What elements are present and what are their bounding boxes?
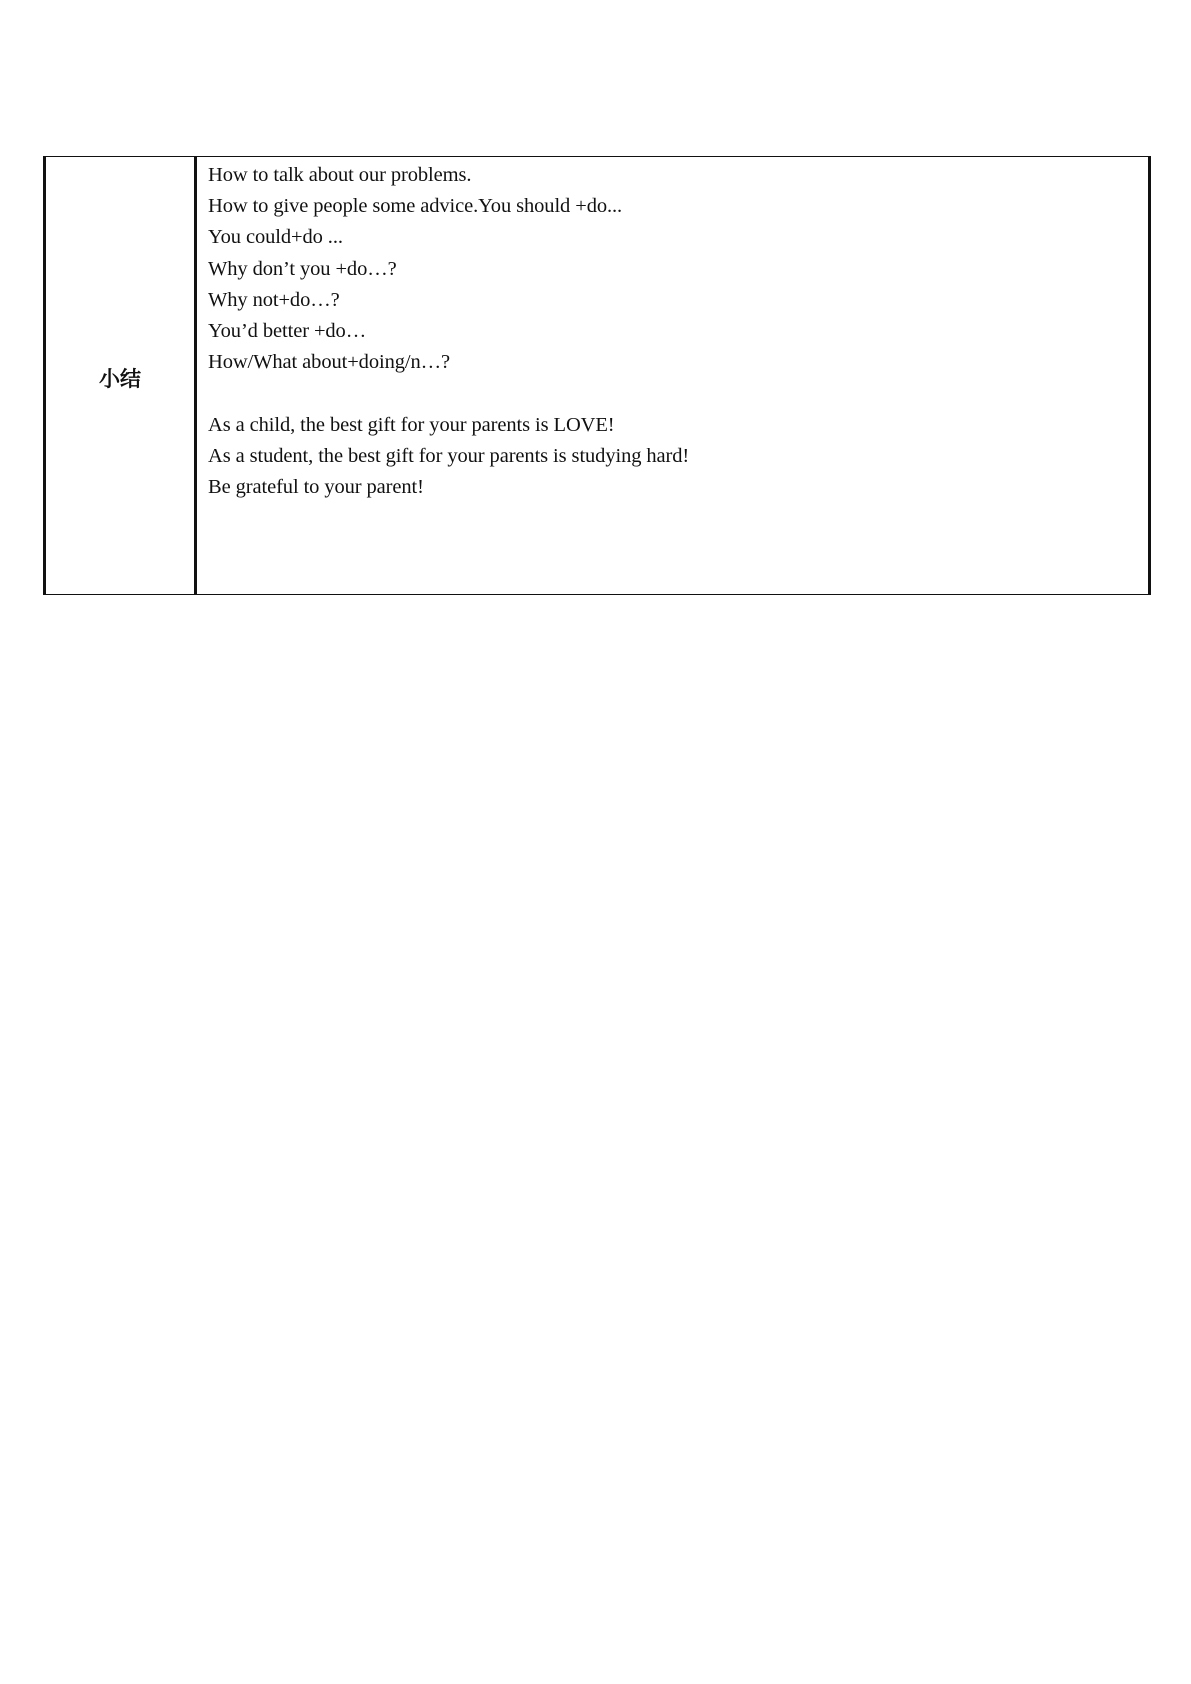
- summary-line: Why don’t you +do…?: [208, 257, 397, 280]
- summary-line: Why not+do…?: [208, 288, 340, 311]
- summary-line: How/What about+doing/n…?: [208, 351, 451, 374]
- summary-line: As a child, the best gift for your parents is LOVE!: [208, 413, 615, 436]
- summary-line: You could+do ...: [208, 226, 343, 249]
- summary-line: Be grateful to your parent!: [208, 475, 424, 498]
- summary-line: As a student, the best gift for your parents is studying hard!: [208, 444, 690, 467]
- summary-label: 小结: [99, 366, 141, 391]
- summary-line: How to talk about our problems.: [208, 164, 472, 186]
- summary-row: [45, 157, 1150, 595]
- summary-label-cell: [45, 157, 196, 595]
- summary-line: How to give people some advice.You should +do...: [208, 195, 623, 218]
- summary-table: [43, 156, 1151, 595]
- summary-content-cell: [196, 157, 1150, 595]
- summary-blank-line: [208, 378, 1138, 409]
- summary-line: You’d better +do…: [208, 319, 367, 342]
